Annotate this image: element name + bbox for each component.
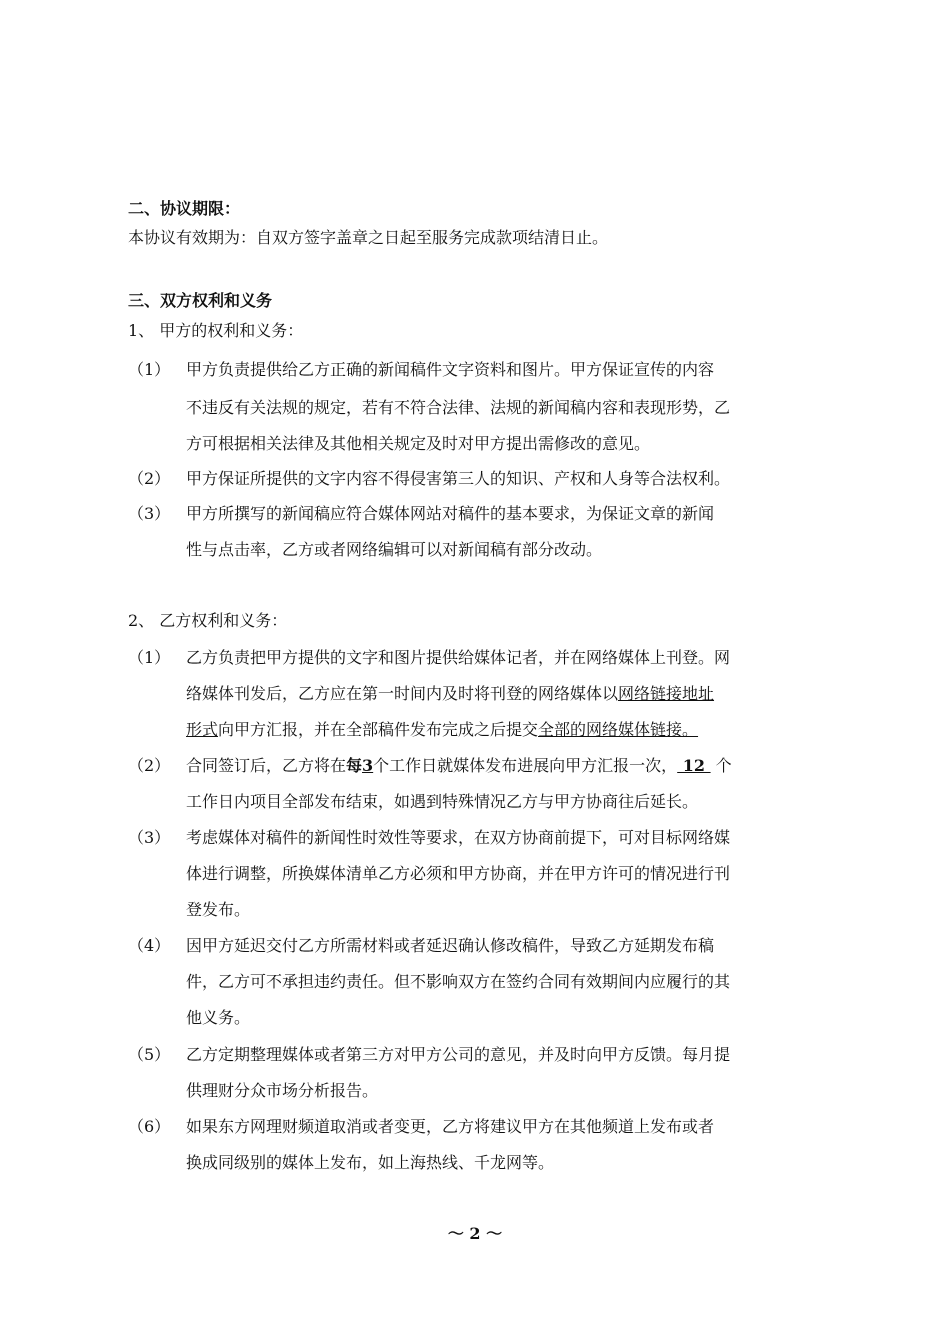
item-line (186, 718, 698, 742)
section-heading-term: 二、协议期限： (128, 199, 241, 218)
item-line: 换成同级别的媒体上发布，如上海热线、千龙网等。 (186, 1153, 555, 1172)
item-text: 合同签订后，乙方将在 (186, 756, 347, 775)
item-line: 登发布。 (186, 900, 251, 919)
item-line: 件，乙方可不承担违约责任。但不影响双方在签约合同有效期间内应履行的其 (186, 972, 731, 991)
item-line: 甲方负责提供给乙方正确的新闻稿件文字资料和图片。甲方保证宣传的内容 (186, 360, 715, 379)
item-line: 乙方定期整理媒体或者第三方对甲方公司的意见，并及时向甲方反馈。每月提 (186, 1045, 731, 1064)
item-number: （1） (128, 648, 171, 667)
item-number: （5） (128, 1045, 171, 1064)
bold-underlined-number: 3 (362, 756, 374, 775)
item-line: 供理财分众市场分析报告。 (186, 1081, 379, 1100)
item-line: 乙方负责把甲方提供的文字和图片提供给媒体记者，并在网络媒体上刊登。网 (186, 648, 731, 667)
term-text: 本协议有效期为：自双方签字盖章之日起至服务完成款项结清日止。 (128, 228, 609, 247)
underlined-text: 形式 (186, 720, 219, 739)
item-line: 不违反有关法规的规定，若有不符合法律、法规的新闻稿内容和表现形势，乙 (186, 398, 731, 417)
item-number: （2） (128, 469, 171, 488)
item-line (186, 682, 714, 706)
item-line: 工作日内项目全部发布结束，如遇到特殊情况乙方与甲方协商往后延长。 (186, 792, 699, 811)
party-b-title: 2、 乙方权利和义务： (128, 611, 288, 630)
underlined-text: 网络链接地址 (618, 684, 715, 703)
item-line: 他义务。 (186, 1008, 251, 1027)
underlined-text: 全部的网络媒体链接。 (538, 720, 699, 739)
party-a-title: 1、 甲方的权利和义务： (128, 321, 304, 340)
item-number: （4） (128, 936, 171, 955)
item-text: 个工作日就媒体发布进展向甲方汇报一次， (373, 756, 678, 775)
bold-underlined-number: 12 (677, 756, 711, 775)
item-line: 方可根据相关法律及其他相关规定及时对甲方提出需修改的意见。 (186, 434, 651, 453)
item-text: 络媒体刊发后，乙方应在第一时间内及时将刊登的网络媒体以 (186, 684, 619, 703)
page-number: ～ 2 ～ (447, 1224, 503, 1243)
item-number: （3） (128, 504, 171, 523)
item-line: 考虑媒体对稿件的新闻性时效性等要求，在双方协商前提下，可对目标网络媒 (186, 828, 731, 847)
item-line: 如果东方网理财频道取消或者变更，乙方将建议甲方在其他频道上发布或者 (186, 1117, 715, 1136)
item-line: 体进行调整，所换媒体清单乙方必须和甲方协商，并在甲方许可的情况进行刊 (186, 864, 731, 883)
item-number: （6） (128, 1117, 171, 1136)
item-line: 因甲方延迟交付乙方所需材料或者延迟确认修改稿件，导致乙方延期发布稿 (186, 936, 715, 955)
item-number: （2） (128, 756, 171, 775)
item-text: 个 (710, 756, 732, 775)
item-line (186, 754, 732, 778)
bold-text: 每 (346, 756, 363, 775)
item-number: （3） (128, 828, 171, 847)
item-line: 性与点击率，乙方或者网络编辑可以对新闻稿有部分改动。 (186, 540, 603, 559)
section-heading-rights: 三、双方权利和义务 (128, 291, 273, 310)
item-line: 甲方保证所提供的文字内容不得侵害第三人的知识、产权和人身等合法权利。 (186, 469, 731, 488)
item-text: 向甲方汇报，并在全部稿件发布完成之后提交 (218, 720, 539, 739)
item-number: （1） (128, 360, 171, 379)
item-line: 甲方所撰写的新闻稿应符合媒体网站对稿件的基本要求，为保证文章的新闻 (186, 504, 715, 523)
